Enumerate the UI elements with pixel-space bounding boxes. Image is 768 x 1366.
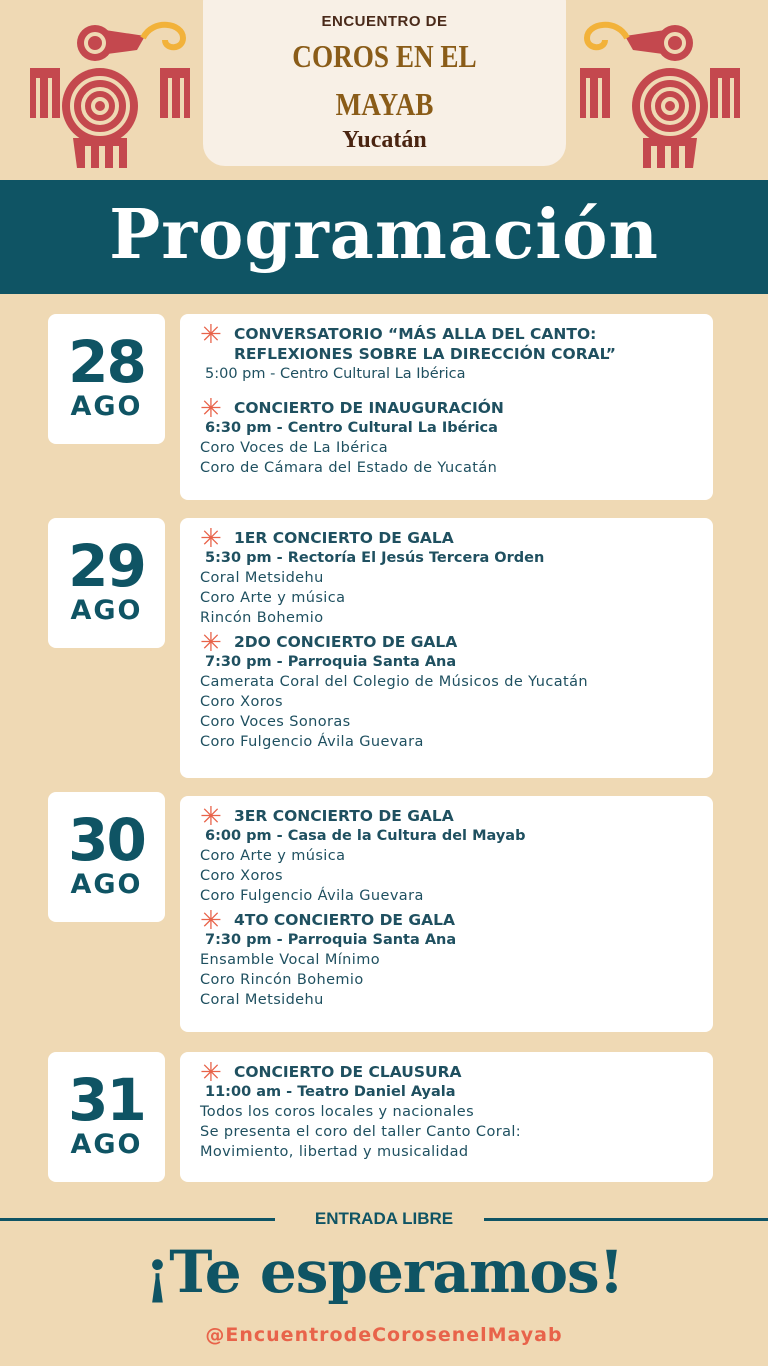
event-item: [200, 802, 713, 906]
event-title-box: [203, 0, 566, 166]
event-title: [230, 32, 539, 128]
event-title: CONCIERTO DE CLAUSURA: [234, 1063, 462, 1081]
date-day: 29: [68, 532, 145, 600]
performer: Coro Arte y música: [200, 848, 346, 864]
event-item: [200, 906, 713, 1010]
social-handle[interactable]: @EncuentrodeCorosenelMayab: [205, 1324, 563, 1346]
performer: Coro Xoros: [200, 694, 283, 710]
performer: Se presenta el coro del taller Canto Coral:: [200, 1124, 522, 1140]
performer: Movimiento, libertad y musicalidad: [200, 1144, 469, 1160]
date-month: AGO: [70, 1129, 143, 1160]
asterisk-icon: ✳: [200, 628, 222, 658]
date-badge: [48, 792, 165, 922]
event-title: CONCIERTO DE INAUGURACIÓN: [234, 399, 504, 417]
bird-glyph-left-icon: [25, 18, 195, 168]
program-banner: [0, 180, 768, 294]
performer: Coro Fulgencio Ávila Guevara: [200, 888, 424, 904]
event-item: [200, 1058, 713, 1162]
asterisk-icon: ✳: [200, 394, 222, 424]
event-time-venue: 11:00 am - Teatro Daniel Ayala: [205, 1084, 456, 1100]
performer: Coro Rincón Bohemio: [200, 972, 364, 988]
performer: Camerata Coral del Colegio de Músicos de Yucatán: [200, 674, 588, 690]
asterisk-icon: ✳: [200, 906, 222, 936]
performer: Coro Arte y música: [200, 590, 346, 606]
event-time-venue: 5:30 pm - Rectoría El Jesús Tercera Orden: [205, 550, 545, 566]
date-month: AGO: [70, 391, 143, 422]
event-time-venue: 5:00 pm - Centro Cultural La Ibérica: [205, 366, 466, 382]
performer: Ensamble Vocal Mínimo: [200, 952, 380, 968]
program-heading: Programación: [109, 195, 659, 275]
event-title: 3ER CONCIERTO DE GALA: [234, 807, 454, 825]
event-time-venue: 7:30 pm - Parroquia Santa Ana: [205, 932, 457, 948]
day-events-card: [180, 1052, 713, 1182]
event-item: [200, 628, 713, 752]
performer: Todos los coros locales y nacionales: [200, 1104, 475, 1120]
performer: Coro Voces Sonoras: [200, 714, 351, 730]
event-title: 2DO CONCIERTO DE GALA: [234, 633, 458, 651]
performer: Coral Metsidehu: [200, 570, 324, 586]
day-events-card: [180, 796, 713, 1032]
date-month: AGO: [70, 869, 143, 900]
performer: Coro Xoros: [200, 868, 283, 884]
event-item: [200, 320, 713, 384]
event-title: 1ER CONCIERTO DE GALA: [234, 529, 454, 547]
date-day: 28: [68, 328, 145, 396]
closing-message: ¡Te esperamos!: [144, 1238, 624, 1306]
event-item: [200, 524, 713, 628]
performer: Coral Metsidehu: [200, 992, 324, 1008]
event-title: CONVERSATORIO “MÁS ALLA DEL CANTO: REFLEXIONES SOBRE LA DIRECCIÓN CORAL”: [234, 325, 616, 363]
event-time-venue: 7:30 pm - Parroquia Santa Ana: [205, 654, 457, 670]
date-badge: [48, 518, 165, 648]
event-item: [200, 394, 713, 478]
date-day: 31: [68, 1066, 145, 1134]
date-day: 30: [68, 806, 145, 874]
performer: Coro de Cámara del Estado de Yucatán: [200, 460, 498, 476]
date-badge: [48, 314, 165, 444]
date-badge: [48, 1052, 165, 1182]
performer: Rincón Bohemio: [200, 610, 324, 626]
asterisk-icon: ✳: [200, 320, 222, 350]
event-time-venue: 6:30 pm - Centro Cultural La Ibérica: [205, 420, 498, 436]
event-subtitle: ENCUENTRO DE: [321, 13, 448, 30]
day-events-card: [180, 314, 713, 500]
date-month: AGO: [70, 595, 143, 626]
asterisk-icon: ✳: [200, 802, 222, 832]
event-title-line1: COROS EN EL: [292, 38, 477, 74]
event-time-venue: 6:00 pm - Casa de la Cultura del Mayab: [205, 828, 526, 844]
event-place: Yucatán: [342, 127, 427, 153]
free-entry-label: ENTRADA LIBRE: [314, 1209, 454, 1228]
day-events-card: [180, 518, 713, 778]
event-title-line2: MAYAB: [335, 86, 434, 122]
asterisk-icon: ✳: [200, 1058, 222, 1088]
event-title: 4TO CONCIERTO DE GALA: [234, 911, 456, 929]
asterisk-icon: ✳: [200, 524, 222, 554]
bird-glyph-right-icon: [575, 18, 745, 168]
performer: Coro Voces de La Ibérica: [200, 440, 388, 456]
performer: Coro Fulgencio Ávila Guevara: [200, 734, 424, 750]
